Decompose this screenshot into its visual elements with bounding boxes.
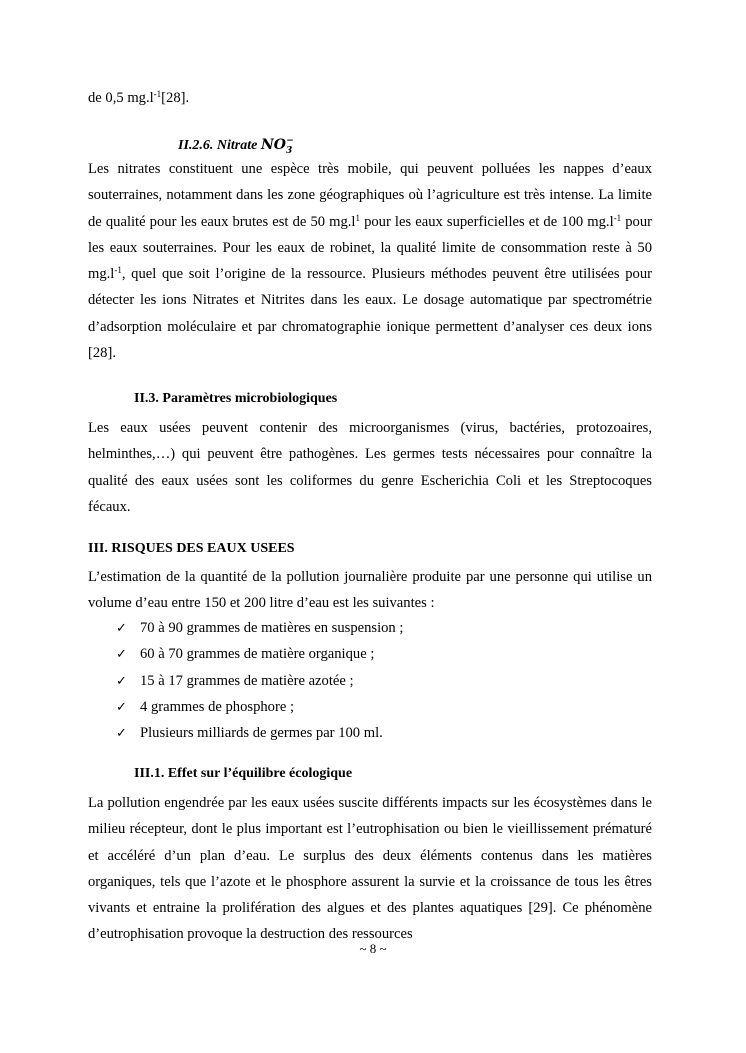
list-item: ✓ Plusieurs milliards de germes par 100 ml.: [116, 725, 383, 742]
formula-subscript: 3: [286, 146, 293, 156]
list-item: ✓ 70 à 90 grammes de matières en suspension ;: [116, 620, 404, 636]
heading-ii-2-6-label: II.2.6. Nitrate: [178, 138, 258, 153]
pollution-list: [116, 619, 403, 750]
top-line-citation: [28].: [161, 90, 190, 106]
check-icon: ✓: [116, 673, 127, 689]
nitrate-formula: [261, 136, 294, 156]
page-number: ~ 8 ~: [359, 941, 387, 956]
heading-iii: III. RISQUES DES EAUX USEES: [88, 541, 295, 556]
check-icon: ✓: [116, 726, 127, 742]
paragraph-nitrates-text: Les nitrates constituent une espèce très mobile, qui peuvent polluées les nappes d’eaux souterraines, notamment dans les zone géographiques où l’agriculture est très intense. La limite de qualité pour les eaux brutes est de 50 $mg.l^1$ pour les eaux superficielles et de 100 $mg.l^{-1}$ pour les eaux souterraines. Pour les eaux de robinet, la qualité limite de consommation reste à 50 $mg.l^{-1}$, quel que soit l’origine de la ressource. Plusieurs méthodes peuvent être utilisées pour détecter les ions Nitrates et Nitrites dans les eaux. Le dosage automatique par spectrométrie d’adsorption moléculaire et par chromatographie ionique permettent d’analyser ces deux ions [28].: [88, 161, 652, 362]
formula-base: NO: [261, 137, 286, 153]
check-icon: ✓: [116, 621, 127, 636]
check-icon: ✓: [116, 647, 127, 663]
heading-iii-1: III.1. Effet sur l’équilibre écologique: [134, 766, 353, 781]
top-line-superscript: -1: [153, 89, 162, 99]
paragraph-effet: [88, 790, 652, 948]
top-line: [88, 89, 652, 107]
paragraph-microbiologiques-text: Les eaux usées peuvent contenir des microorganismes (virus, bactéries, protozoaires, helminthes,…) qui peuvent être pathogènes. Les germes tests nécessaires pour connaître la qualité des eaux usées sont les coliformes du genre Escherichia Coli et les Streptocoques fécaux.: [88, 420, 652, 515]
list-item: ✓ 4 grammes de phosphore ;: [116, 698, 295, 715]
formula-superscript: −: [286, 136, 294, 146]
paragraph-microbiologiques: [88, 415, 652, 520]
paragraph-nitrates: [88, 156, 652, 366]
paragraph-risques-text: L’estimation de la quantité de la pollution journalière produite par une personne qui utilise un volume d’eau entre 150 et 200 litre d’eau est les suivantes :: [88, 569, 652, 612]
top-line-text: de 0,5 mg.l: [88, 90, 154, 106]
list-item: ✓ 60 à 70 grammes de matière organique ;: [116, 646, 375, 663]
list-item: ✓ 15 à 17 grammes de matière azotée ;: [116, 672, 354, 689]
paragraph-effet-text: La pollution engendrée par les eaux usées suscite différents impacts sur les écosystèmes dans le milieu récepteur, dont le plus important est l’eutrophisation ou bien le vieillissement prématuré et accéléré d’un plan d’eau. Le surplus des deux éléments contenus dans les matières organiques, tels que l’azote et le phosphore assurent la survie et la croissance de tous les êtres vivants et entraine la prolifération des algues et des plantes aquatiques [29]. Ce phénomène d’eutrophisation provoque la destruction des ressources: [88, 795, 652, 943]
check-icon: ✓: [116, 699, 127, 715]
paragraph-risques: [88, 564, 652, 617]
heading-ii-3: II.3. Paramètres microbiologiques: [134, 391, 338, 406]
